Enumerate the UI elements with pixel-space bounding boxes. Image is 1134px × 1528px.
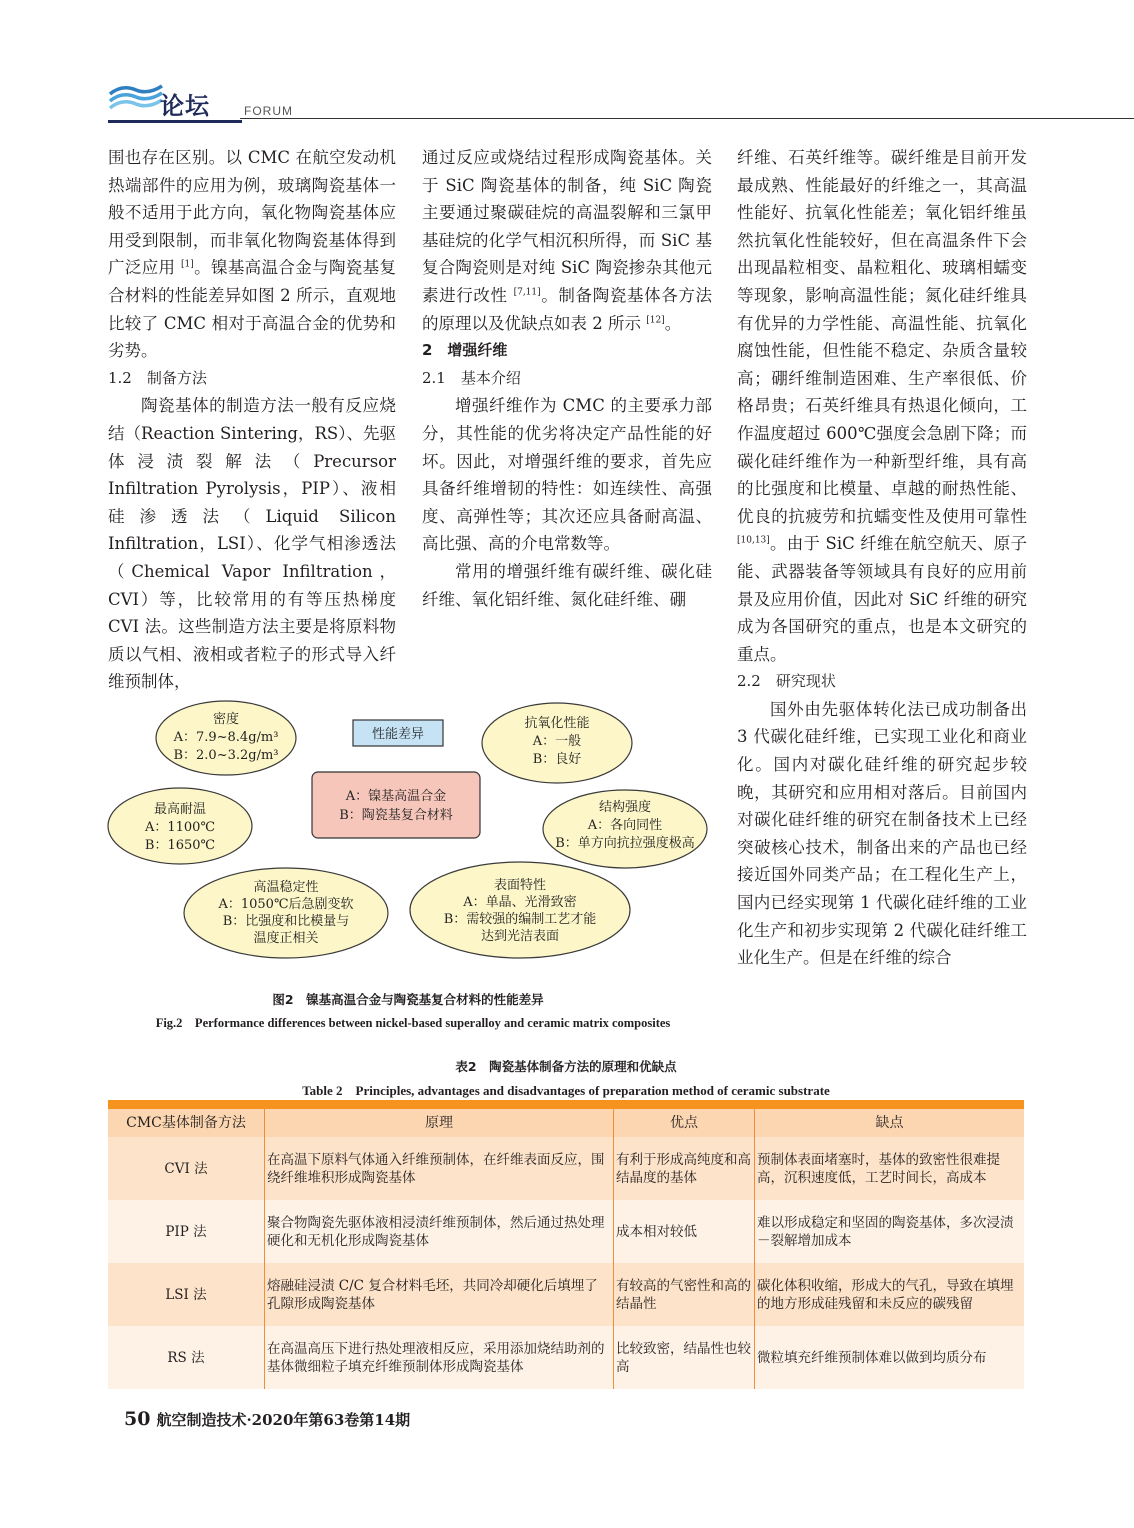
figure-center-box [312,772,480,838]
table-header-advantage: 优点 [614,1109,755,1137]
citation: [1] [181,259,194,270]
surface-label: B：需较强的编制工艺才能 [443,912,597,927]
disadvantage-cell: 难以形成稳定和坚固的陶瓷基体，多次浸渍－裂解增加成本 [755,1200,1025,1263]
figure-caption-cn: 图2 镍基高温合金与陶瓷基复合材料的性能差异 [272,992,544,1007]
paragraph-text: 1.2 制备方法 [108,368,207,387]
disadvantage-cell: 预制体表面堵塞时，基体的致密性很难提高，沉积速度低，工艺时间长，高成本 [755,1137,1025,1200]
figure-title-text: 性能差异 [371,727,425,742]
text-column-3 [737,144,1027,972]
subsection-heading [108,365,396,393]
table-caption-en: Table 2 Principles, advantages and disadvantages of preparation method of ceramic substrate [302,1083,830,1098]
strength-label: A：各向同性 [587,818,663,833]
table-row [108,1263,1024,1326]
header-accent-rule [108,120,242,123]
journal-info: 航空制造技术·2020年第63卷第14期 [156,1411,411,1429]
method-cell: PIP 法 [108,1200,265,1263]
journal-wave-logo-icon [108,80,164,118]
paragraph-text: 2.1 基本介绍 [422,368,521,387]
table-header-principle: 原理 [265,1109,614,1137]
paragraph-text: 2 增强纤维 [422,341,508,360]
stability-label: 温度正相关 [253,931,319,946]
paragraph-text: 围也存在区别。以 CMC 在航空发动机热端部件的应用为例，玻璃陶瓷基体一般不适用于此方向，氧化物陶瓷基体应用受到限制，而非氧化物陶瓷基体得到广泛应用 [108,148,396,278]
paragraph-text: 陶瓷基体的制造方法一般有反应烧结（Reaction Sintering，RS）、先驱体浸渍裂解法（Precursor Infiltration Pyrolysis，PIP）、液相硅渗透法（Liquid Silicon Infiltration，LSI）、化学气相渗透法（Chemical Vapor Infiltration，CVI）等，比较常用的有等压热梯度 CVI 法。这些制造方法主要是将原料物质以气相、液相或者粒子的形式导入纤维预制体， [108,396,396,692]
page-number: 50 [124,1408,151,1430]
citation: [7,11] [513,287,541,298]
principle-cell: 聚合物陶瓷先驱体液相浸渍纤维预制体，然后通过热处理硬化和无机化形成陶瓷基体 [265,1200,614,1263]
table-row [108,1137,1024,1200]
table-row [108,1326,1024,1389]
density-label: A：7.9~8.4g/m³ [173,730,279,745]
advantage-cell: 比较致密，结晶性也较高 [614,1326,755,1389]
figure-caption-en: Fig.2 Performance differences between nickel-based superalloy and ceramic matrix composites [155,1016,671,1030]
paragraph [422,144,712,337]
figure-center-label: A：镍基高温合金 [345,789,447,804]
advantage-cell: 有较高的气密性和高的结晶性 [614,1263,755,1326]
paragraph-text: 2.2 研究现状 [737,672,836,691]
paragraph [422,558,712,613]
surface-label: 达到光洁表面 [480,929,560,944]
paragraph [108,392,396,696]
disadvantage-cell: 微粒填充纤维预制体难以做到均质分布 [755,1326,1025,1389]
oxidation-label: A：一般 [532,734,582,749]
paragraph-text: 常用的增强纤维有碳纤维、碳化硅纤维、氧化铝纤维、氮化硅纤维、硼 [422,561,712,609]
method-cell: CVI 法 [108,1137,265,1200]
table-caption-cn: 表2 陶瓷基体制备方法的原理和优缺点 [455,1059,677,1074]
section-title: 论坛 [160,92,210,120]
max-temp-label: B：1650℃ [144,838,216,853]
paragraph-text: 纤维、石英纤维等。碳纤维是目前开发最成熟、性能最好的纤维之一，其高温性能好、抗氧化性能差；氧化铝纤维虽然抗氧化性能较好，但在高温条件下会出现晶粒相变、晶粒粗化、玻璃相蠕变等现象，影响高温性能；氮化硅纤维具有优异的力学性能、高温性能、抗氧化腐蚀性能，但性能不稳定、杂质含量较高；硼纤维制造困难、生产率很低、价格昂贵；石英纤维具有热退化倾向，工作温度超过 600℃强度会急剧下降；而碳化硅纤维作为一种新型纤维，具有高的比强度和比模量、卓越的耐热性能、优良的抗疲劳和抗蠕变性及使用可靠性 [737,148,1027,526]
page-footer [124,1408,410,1430]
section-title-en: FORUM [244,104,293,118]
strength-label: 结构强度 [598,800,652,815]
figure-2-diagram [104,700,716,990]
paragraph [737,696,1027,972]
max-temp-label: 最高耐温 [153,802,207,817]
paragraph-text: 。镍基高温合金与陶瓷基复合材料的性能差异如图 2 所示，直观地比较了 CMC 相对于高温合金的优势和劣势。 [108,258,397,361]
method-cell: RS 法 [108,1326,265,1389]
stability-label: B：比强度和比模量与 [222,914,350,929]
paragraph-text: 。制备陶瓷基体各方法的原理以及优缺点如表 2 所示 [422,285,713,333]
paragraph [108,144,396,365]
table-header-method: CMC基体制备方法 [108,1109,265,1137]
paragraph [422,392,712,558]
text-column-1 [108,144,396,696]
method-cell: LSI 法 [108,1263,265,1326]
section-heading [422,337,712,365]
principle-cell: 在高温高压下进行热处理液相反应，采用添加烧结助剂的基体微细粒子填充纤维预制体形成陶瓷基体 [265,1326,614,1389]
paragraph [737,144,1027,668]
paragraph-text: 国外由先驱体转化法已成功制备出 3 代碳化硅纤维，已实现工业化和商业化。国内对碳化硅纤维的研究起步较晚，其研究和应用相对落后。目前国内对碳化硅纤维的研究在制备技术上已经突破核心技术，制备出来的产品也已经接近国外同类产品；在工程化生产上，国内已经实现第 1 代碳化硅纤维的工业化生产和初步实现第 2 代碳化硅纤维工业化生产。但是在纤维的综合 [737,699,1027,968]
surface-label: 表面特性 [493,878,547,893]
header-rule [240,118,1134,119]
text-column-2 [422,144,712,613]
disadvantage-cell: 碳化体积收缩，形成大的气孔，导致在填埋的地方形成硅残留和未反应的碳残留 [755,1263,1025,1326]
stability-label: 高温稳定性 [253,880,319,895]
subsection-heading [737,668,1027,696]
paragraph-text: 。 [664,313,682,333]
oxidation-label: B：良好 [532,752,582,767]
figure-center-label: B：陶瓷基复合材料 [339,808,453,823]
subsection-heading [422,365,712,393]
stability-label: A：1050℃后急剧变软 [218,897,354,912]
table-header-disadvantage: 缺点 [755,1109,1025,1137]
max-temp-label: A：1100℃ [144,820,216,835]
table-2 [108,1100,1024,1389]
advantage-cell: 有利于形成高纯度和高结晶度的基体 [614,1137,755,1200]
density-label: 密度 [212,712,240,727]
citation: [12] [646,315,665,326]
table-row [108,1200,1024,1263]
paragraph-text: 增强纤维作为 CMC 的主要承力部分，其性能的优劣将决定产品性能的好坏。因此，对增强纤维的要求，首先应具备纤维增韧的特性：如连续性、高强度、高弹性等；其次还应具备耐高温、高比强、高的介电常数等。 [422,396,712,554]
surface-label: A：单晶、光滑致密 [463,895,577,910]
strength-label: B：单方向抗拉强度极高 [555,836,695,851]
principle-cell: 熔融硅浸渍 C/C 复合材料毛坯，共同冷却硬化后填埋了孔隙形成陶瓷基体 [265,1263,614,1326]
principle-cell: 在高温下原料气体通入纤维预制体，在纤维表面反应，围绕纤维堆积形成陶瓷基体 [265,1137,614,1200]
paragraph-text: 。由于 SiC 纤维在航空航天、原子能、武器装备等领域具有良好的应用前景及应用价值，因此对 SiC 纤维的研究成为各国研究的重点，也是本文研究的重点。 [737,534,1027,664]
advantage-cell: 成本相对较低 [614,1200,755,1263]
citation: [10,13] [737,535,770,546]
density-label: B：2.0~3.2g/m³ [173,748,279,763]
paragraph-text: 通过反应或烧结过程形成陶瓷基体。关于 SiC 陶瓷基体的制备，纯 SiC 陶瓷主要通过聚碳硅烷的高温裂解和三氯甲基硅烷的化学气相沉积所得，而 SiC 基复合陶瓷则是对纯 SiC 陶瓷掺杂其他元素进行改性 [422,148,712,305]
table-top-bar [108,1100,1024,1109]
oxidation-label: 抗氧化性能 [524,716,590,731]
